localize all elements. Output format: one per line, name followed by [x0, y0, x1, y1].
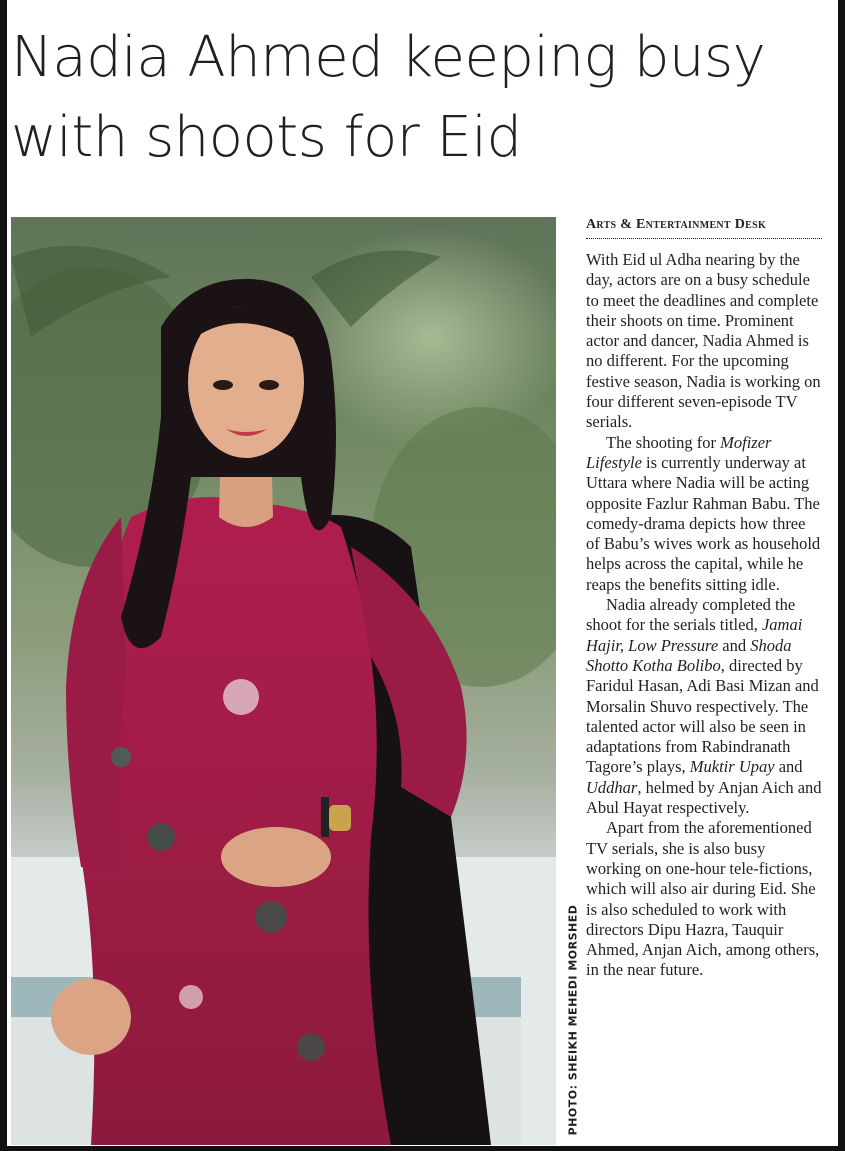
- article-paragraph: [586, 818, 822, 980]
- photo-illustration: [11, 217, 556, 1145]
- photo-credit: [563, 895, 583, 1145]
- text-run: and: [718, 635, 751, 655]
- italic-title: Shoda Shotto Kotha Bolibo: [586, 635, 792, 675]
- text-run: With Eid ul Adha nearing by the day, actors are on a busy schedule to meet the deadlines and complete their shoots on time. Prominent actor and dancer, Nadia Ahmed is no different. For the upcoming festive season, Nadia is working on four different seven-episode TV serials.: [586, 250, 821, 432]
- text-run: and: [774, 757, 803, 777]
- article-paragraph: [586, 595, 822, 818]
- article-body: [586, 250, 822, 981]
- headline: Nadia Ahmed keeping busy with shoots for Eid: [11, 25, 766, 170]
- article-paragraph: [586, 250, 822, 433]
- desk-byline: Arts & Entertainment Desk: [586, 217, 822, 239]
- text-run: , directed by Faridul Hasan, Adi Basi Mizan and Morsalin Shuvo respectively. The talented actor will also be seen in adaptations from Rabindranath Tagore’s plays,: [586, 655, 819, 777]
- text-run: Apart from the aforementioned TV serials, she is also busy working on one-hour tele-fictions, which will also air during Eid. She is also scheduled to work with directors Dipu Hazra, Tauquir Ahmed, Anjan Aich, among others, in the near future.: [586, 818, 820, 980]
- photo: [11, 217, 556, 1145]
- text-run: , helmed by Anjan Aich and Abul Hayat respectively.: [586, 777, 822, 818]
- italic-title: Jamai Hajir, Low Pressure: [586, 615, 803, 655]
- photo-credit-text: PHOTO: SHEIKH MEHEDI MORSHED: [566, 904, 580, 1136]
- page-edge-right: [838, 0, 845, 1151]
- page-edge-left: [0, 0, 7, 1151]
- article-paragraph: [586, 433, 822, 595]
- text-run: The shooting for: [606, 432, 721, 452]
- italic-title: Uddhar: [586, 777, 638, 797]
- text-run: is currently underway at Uttara where Nadia will be acting opposite Fazlur Rahman Babu. The comedy-drama depicts how three of Babu’s wives work as household helps across the capital, while he reaps the benefits sitting idle.: [586, 452, 821, 594]
- text-run: Nadia already completed the shoot for the serials titled,: [586, 595, 796, 635]
- page-edge-bottom: [0, 1146, 845, 1151]
- italic-title: Muktir Upay: [689, 757, 775, 777]
- italic-title: Mofizer Lifestyle: [586, 432, 772, 472]
